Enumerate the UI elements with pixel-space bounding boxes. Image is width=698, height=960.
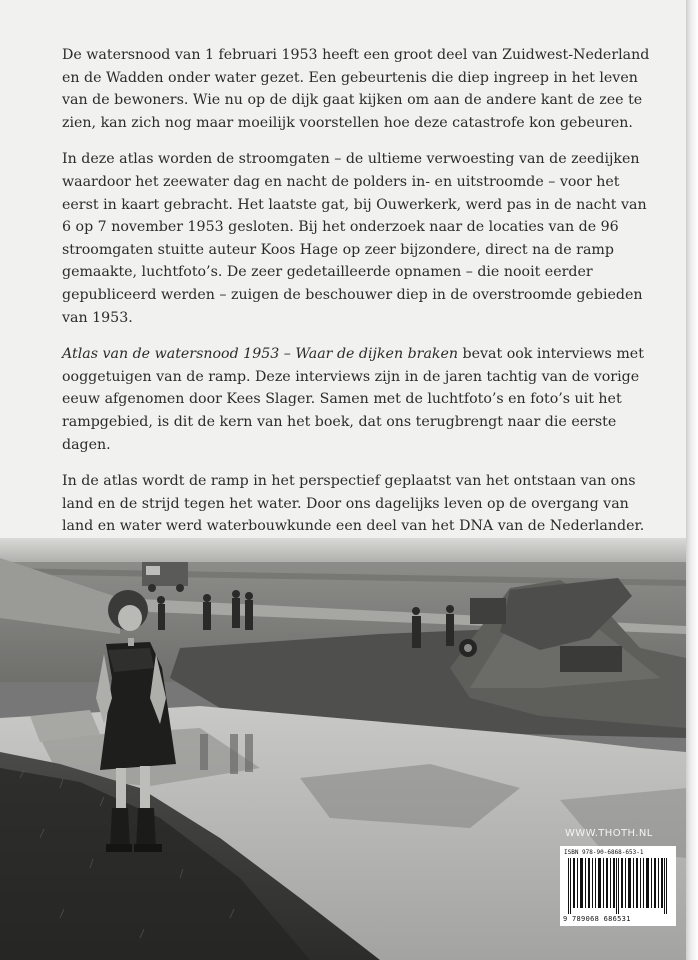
publisher-website: WWW.THOTH.NL [565, 828, 653, 839]
blurb-paragraph-2: In deze atlas worden de stroomgaten – de ultieme verwoesting van de zeedijken waardoor het zeewater dag en nacht de polders in- en uitstroomde – voor het eerst in kaart gebracht. Het laatste gat, bij Ouwerkerk, werd pas in de nacht van 6 op 7 november 1953 gesloten. Bij het onderzoek naar de locaties van de 96 stroomgaten stuitte auteur Koos Hage op zeer bijzondere, direct na de ramp gemaakte, luchtfoto’s. De zeer gedetailleerde opnamen – die nooit eerder gepubliceerd werden – zuigen de beschouwer diep in de overstroomde gebieden van 1953. [62, 151, 647, 326]
isbn-barcode [560, 846, 676, 926]
blurb-text [62, 44, 652, 597]
barcode-digits: 9 789068 686531 [563, 915, 631, 923]
book-title-italic: Atlas van de watersnood 1953 – Waar de dijken braken [62, 346, 459, 363]
page-edge [686, 0, 698, 960]
isbn-label: ISBN 978-90-6868-653-1 [564, 849, 644, 856]
blurb-paragraph-1: De watersnood van 1 februari 1953 heeft een groot deel van Zuidwest-Nederland en de Wadden onder water gezet. Een gebeurtenis die diep ingreep in het leven van de bewoners. Wie nu op de dijk gaat kijken om aan de andere kant de zee te zien, kan zich nog maar moeilijk voorstellen hoe deze catastrofe kon gebeuren. [62, 47, 650, 131]
blurb-paragraph-3 [62, 343, 652, 456]
blurb-paragraph-4: In de atlas wordt de ramp in het perspectief geplaatst van het ontstaan van ons land en de strijd tegen het water. Door ons dagelijks leven op de overgang van land en water werd waterbouwkunde een deel van het DNA van de Nederlander. [62, 473, 645, 535]
barcode-bars [568, 858, 668, 914]
blurb-paragraph-3-rest: bevat ook interviews met ooggetuigen van de ramp. Deze interviews zijn in de jaren tachtig van de vorige eeuw afgenomen door Kees Slager. Samen met de luchtfoto’s en foto’s uit het rampgebied, is dit de kern van het boek, dat ons terugbrengt naar die eerste dagen. [62, 346, 644, 453]
